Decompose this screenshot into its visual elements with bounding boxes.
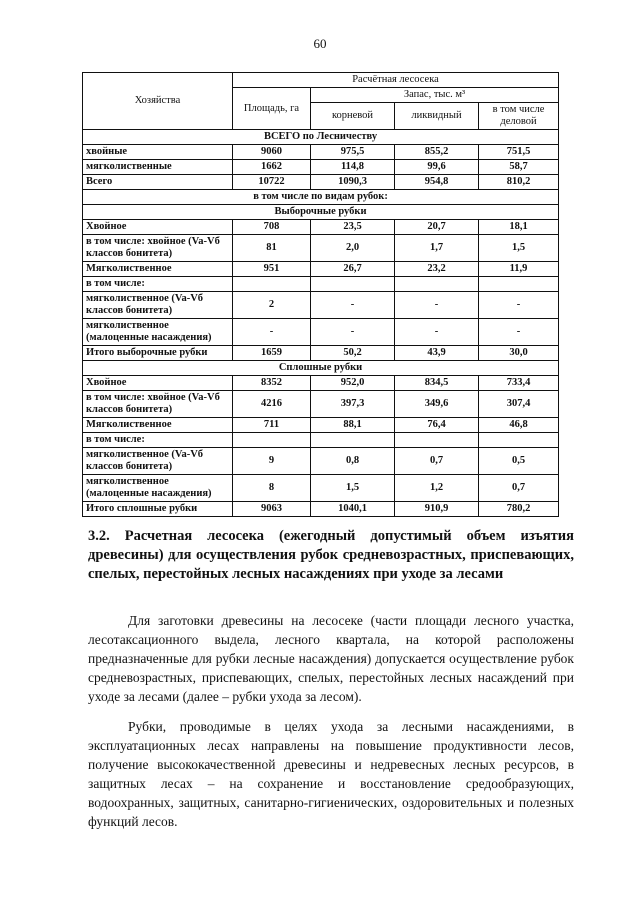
table-row (83, 319, 559, 346)
table-row (83, 346, 559, 361)
cell-name: Мягколиственное (83, 262, 233, 277)
cell-area: 8 (233, 475, 311, 502)
cell-area: 9063 (233, 502, 311, 517)
cell-liquid: 99,6 (395, 160, 479, 175)
cell-commercial: 733,4 (479, 376, 559, 391)
table-row (83, 292, 559, 319)
cell-name: в том числе: хвойное (Va-Vб классов бонитета) (83, 391, 233, 418)
section-row (83, 205, 559, 220)
cell-root (311, 277, 395, 292)
cell-root: 88,1 (311, 418, 395, 433)
cell-liquid: - (395, 319, 479, 346)
cell-root: - (311, 319, 395, 346)
cell-area: 1659 (233, 346, 311, 361)
cell-root: 50,2 (311, 346, 395, 361)
cell-area: 1662 (233, 160, 311, 175)
table-row (83, 175, 559, 190)
cell-area: 9060 (233, 145, 311, 160)
table-header (83, 73, 559, 130)
table-row (83, 448, 559, 475)
cell-liquid: 20,7 (395, 220, 479, 235)
cell-commercial: 307,4 (479, 391, 559, 418)
cell-commercial: 1,5 (479, 235, 559, 262)
cell-commercial: 18,1 (479, 220, 559, 235)
cell-name: Мягколиственное (83, 418, 233, 433)
cell-root: 1040,1 (311, 502, 395, 517)
section-row (83, 361, 559, 376)
section-title: в том числе по видам рубок: (83, 190, 559, 205)
cell-commercial: 46,8 (479, 418, 559, 433)
cell-name: Итого сплошные рубки (83, 502, 233, 517)
cell-name: мягколиственное (Va-Vб классов бонитета) (83, 292, 233, 319)
table-body (83, 130, 559, 517)
cell-commercial (479, 433, 559, 448)
cell-liquid: 1,7 (395, 235, 479, 262)
table-row (83, 418, 559, 433)
cell-name: Итого выборочные рубки (83, 346, 233, 361)
cell-area: 708 (233, 220, 311, 235)
cell-area (233, 277, 311, 292)
cell-commercial: 58,7 (479, 160, 559, 175)
header-liquid: ликвидный (395, 103, 479, 130)
cell-name: мягколиственные (83, 160, 233, 175)
cell-name: мягколиственное (Va-Vб классов бонитета) (83, 448, 233, 475)
cell-root: 114,8 (311, 160, 395, 175)
cell-liquid: 43,9 (395, 346, 479, 361)
cell-liquid: - (395, 292, 479, 319)
table-row (83, 433, 559, 448)
cell-liquid: 954,8 (395, 175, 479, 190)
cell-liquid: 910,9 (395, 502, 479, 517)
cell-name: Хвойное (83, 376, 233, 391)
cell-root: 26,7 (311, 262, 395, 277)
cell-liquid: 834,5 (395, 376, 479, 391)
cell-area: 4216 (233, 391, 311, 418)
cell-liquid: 23,2 (395, 262, 479, 277)
cell-area: 9 (233, 448, 311, 475)
cell-commercial: - (479, 292, 559, 319)
cell-area: 2 (233, 292, 311, 319)
cell-root: 1,5 (311, 475, 395, 502)
header-group-title: Расчётная лесосека (233, 73, 559, 88)
cell-commercial: - (479, 319, 559, 346)
cell-liquid (395, 433, 479, 448)
cell-commercial: 30,0 (479, 346, 559, 361)
header-area: Площадь, га (233, 88, 311, 130)
cell-area: 951 (233, 262, 311, 277)
page-number: 60 (313, 36, 327, 51)
cell-root: 952,0 (311, 376, 395, 391)
cell-area: 10722 (233, 175, 311, 190)
section-title: ВСЕГО по Лесничеству (83, 130, 559, 145)
cell-root: 397,3 (311, 391, 395, 418)
cell-commercial: 11,9 (479, 262, 559, 277)
header-root: корневой (311, 103, 395, 130)
section-title: Выборочные рубки (83, 205, 559, 220)
cell-area: 711 (233, 418, 311, 433)
section-title: Сплошные рубки (83, 361, 559, 376)
cell-name: в том числе: (83, 433, 233, 448)
cell-root: 2,0 (311, 235, 395, 262)
header-stock: Запас, тыс. м³ (311, 88, 559, 103)
cell-area (233, 433, 311, 448)
cell-root: 0,8 (311, 448, 395, 475)
cell-root: 1090,3 (311, 175, 395, 190)
cell-commercial: 0,7 (479, 475, 559, 502)
table-row (83, 235, 559, 262)
header-commercial: в том числе деловой (479, 103, 559, 130)
table-row (83, 145, 559, 160)
table-row (83, 277, 559, 292)
cell-name: в том числе: хвойное (Va-Vб классов бонитета) (83, 235, 233, 262)
cell-commercial: 0,5 (479, 448, 559, 475)
cell-commercial: 751,5 (479, 145, 559, 160)
section-heading: 3.2. Расчетная лесосека (ежегодный допустимый объем изъятия древесины) для осуществления рубок средневозрастных, приспевающих, спелых, перестойных лесных насаждениях при уходе за лесами (88, 528, 574, 582)
cell-root (311, 433, 395, 448)
paragraph: Рубки, проводимые в целях ухода за лесными насаждениями, в эксплуатационных лесах направлены на повышение продуктивности лесов, получение высококачественной древесины и недревесных лесных ресурсов, в защитных лесах – на сохранение и восстановление средообразующих, водоохранных, защитных, санитарно-гигиенических, оздоровительных и полезных функций лесов. (88, 719, 574, 829)
cell-name: в том числе: (83, 277, 233, 292)
table-row (83, 475, 559, 502)
cell-liquid: 1,2 (395, 475, 479, 502)
cell-name: Всего (83, 175, 233, 190)
table-row (83, 502, 559, 517)
table-row (83, 160, 559, 175)
cutting-area-table (82, 72, 559, 517)
table-row (83, 391, 559, 418)
table-row (83, 376, 559, 391)
cell-liquid: 76,4 (395, 418, 479, 433)
cell-liquid: 349,6 (395, 391, 479, 418)
cell-liquid: 0,7 (395, 448, 479, 475)
cell-liquid (395, 277, 479, 292)
cell-root: - (311, 292, 395, 319)
cell-name: хвойные (83, 145, 233, 160)
cell-name: мягколиственное (малоценные насаждения) (83, 475, 233, 502)
cell-commercial: 810,2 (479, 175, 559, 190)
header-farms: Хозяйства (83, 73, 233, 130)
cell-liquid: 855,2 (395, 145, 479, 160)
cell-name: Хвойное (83, 220, 233, 235)
cell-root: 23,5 (311, 220, 395, 235)
cell-name: мягколиственное (малоценные насаждения) (83, 319, 233, 346)
cell-commercial (479, 277, 559, 292)
table-row (83, 262, 559, 277)
cell-root: 975,5 (311, 145, 395, 160)
paragraph: Для заготовки древесины на лесосеке (части площади лесного участка, лесотаксационного выдела, лесного квартала, на которой расположены предназначенные для рубки лесные насаждения) допускается осуществление рубок средневозрастных, приспевающих, спелых, перестойных лесных насаждений при уходе за лесами (далее – рубки ухода за лесом). (88, 613, 574, 704)
cell-area: 81 (233, 235, 311, 262)
section-row (83, 190, 559, 205)
cell-area: 8352 (233, 376, 311, 391)
table-row (83, 220, 559, 235)
section-row (83, 130, 559, 145)
cell-commercial: 780,2 (479, 502, 559, 517)
cell-area: - (233, 319, 311, 346)
